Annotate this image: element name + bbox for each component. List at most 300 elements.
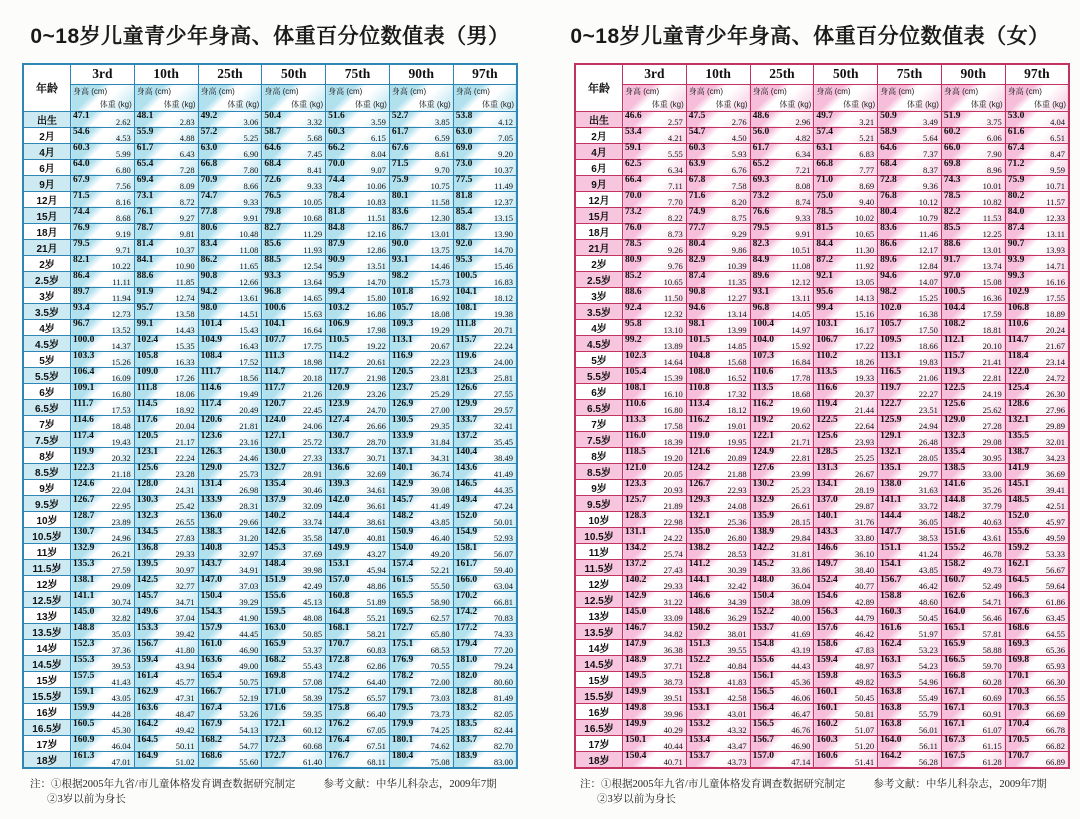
height-weight-cell <box>453 703 517 719</box>
height-weight-cell <box>262 511 326 527</box>
height-value: 123.7 <box>391 382 414 393</box>
height-weight-subheader <box>198 84 262 111</box>
height-value: 174.2 <box>328 670 350 681</box>
height-weight-cell <box>262 223 326 239</box>
weight-value: 5.64 <box>923 132 938 143</box>
table-row <box>23 591 517 607</box>
height-weight-subheader <box>71 84 135 111</box>
age-cell: 21月 <box>575 239 623 255</box>
height-weight-cell <box>389 591 453 607</box>
height-value: 135.4 <box>264 478 286 489</box>
weight-value: 50.81 <box>855 708 875 719</box>
weight-value: 15.08 <box>982 276 1002 287</box>
weight-value: 37.69 <box>303 548 323 559</box>
weight-value: 5.25 <box>243 132 259 143</box>
weight-value: 53.33 <box>1045 548 1065 559</box>
height-weight-cell <box>198 415 262 431</box>
height-weight-cell <box>262 191 326 207</box>
table-row <box>23 351 517 367</box>
weight-value: 11.35 <box>727 276 747 287</box>
height-weight-cell <box>326 271 390 287</box>
height-weight-cell <box>198 671 262 687</box>
height-value: 171.0 <box>264 686 286 697</box>
height-unit-label: 身高 (cm) <box>200 86 235 96</box>
weight-value: 9.33 <box>795 212 811 223</box>
height-value: 118.4 <box>1007 350 1029 361</box>
weight-value: 46.90 <box>239 644 259 655</box>
height-weight-cell <box>750 431 814 447</box>
weight-value: 46.40 <box>430 532 450 543</box>
height-value: 159.4 <box>816 654 838 665</box>
height-value: 163.8 <box>880 686 902 697</box>
age-cell: 2岁 <box>23 255 71 271</box>
height-value: 149.5 <box>625 670 647 681</box>
height-weight-cell <box>134 447 198 463</box>
weight-value: 55.43 <box>303 660 323 671</box>
weight-value: 14.43 <box>175 324 195 335</box>
height-value: 162.4 <box>880 638 902 649</box>
weight-value: 10.75 <box>430 180 450 191</box>
height-value: 82.7 <box>264 222 281 233</box>
percentile-header-3rd: 3rd <box>71 64 135 84</box>
height-value: 103.1 <box>816 318 838 329</box>
height-weight-cell <box>198 447 262 463</box>
weight-value: 20.89 <box>727 452 747 463</box>
height-value: 85.5 <box>943 222 961 233</box>
height-weight-subheader <box>134 84 198 111</box>
height-value: 84.9 <box>752 254 770 265</box>
height-value: 129.1 <box>880 430 902 441</box>
height-weight-cell <box>198 383 262 399</box>
height-weight-cell <box>453 159 517 175</box>
height-value: 163.5 <box>880 670 902 681</box>
weight-value: 42.49 <box>303 580 323 591</box>
height-weight-cell <box>1005 351 1069 367</box>
height-weight-cell <box>941 127 1005 143</box>
weight-value: 8.73 <box>667 228 683 239</box>
weight-value: 30.95 <box>982 452 1002 463</box>
height-weight-cell <box>326 431 390 447</box>
weight-value: 23.51 <box>918 404 938 415</box>
weight-value: 29.33 <box>663 580 683 591</box>
weight-value: 37.03 <box>239 580 259 591</box>
height-weight-cell <box>326 415 390 431</box>
height-weight-cell <box>878 607 942 623</box>
age-cell: 10.5岁 <box>575 527 623 543</box>
height-value: 120.5 <box>391 366 414 377</box>
height-value: 145.0 <box>625 606 647 617</box>
height-weight-cell <box>198 127 262 143</box>
height-weight-cell <box>198 479 262 495</box>
height-value: 161.7 <box>455 558 478 569</box>
height-weight-cell <box>878 543 942 559</box>
height-value: 171.6 <box>264 702 286 713</box>
height-value: 183.2 <box>455 702 478 713</box>
height-weight-cell <box>814 399 878 415</box>
weight-value: 77.20 <box>493 644 513 655</box>
height-value: 92.1 <box>816 270 833 281</box>
height-value: 99.2 <box>625 334 642 345</box>
height-weight-cell <box>1005 303 1069 319</box>
height-weight-cell <box>453 719 517 735</box>
percentile-header-10th: 10th <box>134 64 198 84</box>
height-value: 141.9 <box>1007 462 1030 473</box>
height-weight-cell <box>623 655 687 671</box>
height-weight-cell <box>134 303 198 319</box>
height-weight-cell <box>750 239 814 255</box>
weight-value: 40.29 <box>663 724 683 735</box>
weight-value: 20.62 <box>791 420 811 431</box>
weight-value: 4.12 <box>498 116 513 127</box>
height-weight-cell <box>814 255 878 271</box>
height-weight-cell <box>878 159 942 175</box>
height-value: 73.2 <box>752 190 770 201</box>
height-value: 74.9 <box>688 206 706 217</box>
height-unit-label: 身高 (cm) <box>816 86 851 96</box>
age-cell: 4月 <box>575 143 623 159</box>
age-cell: 7岁 <box>23 415 71 431</box>
height-value: 167.1 <box>943 702 966 713</box>
height-value: 131.4 <box>200 478 222 489</box>
height-weight-cell <box>198 735 262 751</box>
height-value: 108.1 <box>625 382 647 393</box>
weight-value: 29.09 <box>111 580 131 591</box>
weight-value: 61.15 <box>982 740 1002 751</box>
height-weight-cell <box>686 175 750 191</box>
height-weight-cell <box>623 223 687 239</box>
height-value: 88.5 <box>264 254 281 265</box>
height-weight-cell <box>71 511 135 527</box>
height-value: 176.4 <box>328 734 350 745</box>
age-cell: 3.5岁 <box>23 303 71 319</box>
weight-value: 13.10 <box>663 324 683 335</box>
height-value: 109.0 <box>136 366 159 377</box>
height-weight-cell <box>198 287 262 303</box>
height-weight-cell <box>878 591 942 607</box>
age-cell: 6月 <box>23 159 71 175</box>
weight-value: 4.53 <box>115 132 131 143</box>
height-value: 147.0 <box>328 526 350 537</box>
height-weight-cell <box>686 463 750 479</box>
weight-value: 11.49 <box>494 180 513 191</box>
table-row <box>575 383 1069 399</box>
height-value: 95.3 <box>455 254 473 265</box>
height-value: 148.4 <box>264 558 286 569</box>
height-weight-cell <box>326 239 390 255</box>
height-value: 94.2 <box>200 286 218 297</box>
height-weight-cell <box>814 511 878 527</box>
height-value: 86.2 <box>200 254 218 265</box>
height-weight-cell <box>814 367 878 383</box>
weight-value: 10.90 <box>175 260 195 271</box>
height-weight-cell <box>134 287 198 303</box>
height-weight-cell <box>878 687 942 703</box>
table-row <box>575 559 1069 575</box>
height-weight-subheader <box>389 84 453 111</box>
height-value: 122.5 <box>816 414 838 425</box>
height-value: 156.5 <box>752 686 774 697</box>
table-row <box>23 639 517 655</box>
height-value: 69.4 <box>136 174 154 185</box>
height-weight-cell <box>262 415 326 431</box>
height-value: 98.2 <box>880 286 897 297</box>
weight-value: 72.00 <box>430 676 450 687</box>
weight-value: 29.66 <box>239 516 259 527</box>
weight-value: 66.69 <box>1045 708 1065 719</box>
weight-value: 31.20 <box>239 532 259 543</box>
weight-value: 47.83 <box>855 644 875 655</box>
height-weight-cell <box>941 495 1005 511</box>
table-row <box>23 255 517 271</box>
weight-unit-label: 体重 (kg) <box>291 99 324 109</box>
weight-value: 16.38 <box>918 308 938 319</box>
height-value: 108.0 <box>688 366 711 377</box>
weight-value: 45.94 <box>366 564 386 575</box>
height-weight-cell <box>198 543 262 559</box>
height-value: 160.2 <box>816 718 838 729</box>
weight-value: 40.77 <box>855 580 875 591</box>
height-weight-cell <box>878 191 942 207</box>
height-weight-cell <box>814 463 878 479</box>
height-value: 116.6 <box>816 382 838 393</box>
height-weight-cell <box>878 463 942 479</box>
weight-value: 54.96 <box>918 676 938 687</box>
weight-value: 22.95 <box>111 500 131 511</box>
weight-value: 46.78 <box>982 548 1002 559</box>
height-weight-cell <box>686 431 750 447</box>
weight-value: 11.93 <box>303 244 323 255</box>
height-weight-cell <box>878 735 942 751</box>
table-row <box>23 367 517 383</box>
height-weight-cell <box>941 207 1005 223</box>
height-weight-cell <box>1005 479 1069 495</box>
weight-value: 20.37 <box>855 388 875 399</box>
height-weight-cell <box>623 287 687 303</box>
weight-value: 25.36 <box>727 516 747 527</box>
height-weight-cell <box>134 351 198 367</box>
height-value: 142.6 <box>264 526 286 537</box>
female-percentile-table <box>574 63 1070 769</box>
height-weight-cell <box>686 751 750 768</box>
weight-unit-label: 体重 (kg) <box>715 99 748 109</box>
height-value: 84.0 <box>1007 206 1025 217</box>
height-weight-cell <box>326 255 390 271</box>
weight-value: 31.22 <box>663 596 683 607</box>
height-weight-cell <box>389 655 453 671</box>
height-weight-cell <box>686 383 750 399</box>
weight-value: 15.63 <box>303 308 323 319</box>
height-value: 152.2 <box>688 654 711 665</box>
height-weight-cell <box>326 399 390 415</box>
weight-value: 21.44 <box>855 404 875 415</box>
height-value: 130.7 <box>328 430 350 441</box>
weight-value: 43.05 <box>111 692 131 703</box>
height-value: 52.7 <box>391 110 409 121</box>
height-value: 159.9 <box>73 702 95 713</box>
height-weight-cell <box>750 127 814 143</box>
age-cell: 8.5岁 <box>575 463 623 479</box>
height-weight-cell <box>814 575 878 591</box>
weight-value: 66.78 <box>1045 724 1065 735</box>
height-value: 69.8 <box>943 158 961 169</box>
height-weight-cell <box>262 703 326 719</box>
height-weight-cell <box>750 399 814 415</box>
weight-value: 7.58 <box>731 180 747 191</box>
height-weight-cell <box>1005 239 1069 255</box>
height-value: 169.5 <box>391 606 414 617</box>
height-value: 135.1 <box>880 462 902 473</box>
weight-value: 41.83 <box>727 676 747 687</box>
height-value: 142.9 <box>625 590 647 601</box>
height-value: 78.5 <box>625 238 642 249</box>
weight-value: 15.25 <box>918 292 938 303</box>
weight-value: 21.18 <box>111 468 131 479</box>
height-weight-cell <box>686 511 750 527</box>
height-weight-cell <box>71 159 135 175</box>
weight-value: 66.89 <box>1045 756 1065 767</box>
weight-value: 19.49 <box>239 388 259 399</box>
weight-value: 30.39 <box>727 564 747 575</box>
height-weight-cell <box>623 687 687 703</box>
height-value: 152.8 <box>688 670 711 681</box>
weight-value: 25.42 <box>175 500 195 511</box>
age-cell: 13岁 <box>575 607 623 623</box>
height-weight-cell <box>750 191 814 207</box>
weight-value: 55.50 <box>430 580 450 591</box>
height-weight-cell <box>814 191 878 207</box>
height-weight-cell <box>814 143 878 159</box>
height-value: 103.3 <box>73 350 95 361</box>
table-row <box>23 383 517 399</box>
height-weight-cell <box>198 607 262 623</box>
height-weight-cell <box>262 127 326 143</box>
age-cell: 6.5岁 <box>575 399 623 415</box>
height-weight-cell <box>878 255 942 271</box>
height-value: 166.0 <box>455 574 478 585</box>
height-weight-cell <box>453 479 517 495</box>
height-value: 119.4 <box>816 398 838 409</box>
weight-value: 56.01 <box>918 724 938 735</box>
weight-value: 24.94 <box>918 420 938 431</box>
female-footnotes <box>580 777 1080 807</box>
age-cell: 10.5岁 <box>23 527 71 543</box>
height-value: 161.5 <box>391 574 414 585</box>
height-value: 140.8 <box>200 542 222 553</box>
weight-value: 13.75 <box>430 244 450 255</box>
height-value: 109.5 <box>880 334 902 345</box>
height-weight-cell <box>878 623 942 639</box>
height-weight-cell <box>262 447 326 463</box>
weight-value: 21.98 <box>366 372 386 383</box>
weight-value: 31.84 <box>430 436 450 447</box>
height-weight-cell <box>453 191 517 207</box>
height-weight-cell <box>326 383 390 399</box>
age-cell: 17岁 <box>575 735 623 751</box>
height-value: 137.2 <box>625 558 647 569</box>
weight-value: 3.49 <box>923 116 938 127</box>
age-column-header: 年龄 <box>575 64 623 111</box>
weight-value: 62.86 <box>366 660 386 671</box>
height-weight-cell <box>623 175 687 191</box>
weight-value: 12.84 <box>918 260 938 271</box>
height-weight-subheader <box>453 84 517 111</box>
height-weight-cell <box>623 527 687 543</box>
note-reference: 参考文献：中华儿科杂志，2009年7期 <box>873 778 1047 790</box>
table-row <box>575 319 1069 335</box>
height-weight-cell <box>941 431 1005 447</box>
height-value: 143.6 <box>455 462 478 473</box>
height-value: 119.6 <box>455 350 477 361</box>
weight-value: 63.04 <box>493 580 513 591</box>
height-weight-cell <box>71 271 135 287</box>
height-weight-cell <box>941 447 1005 463</box>
weight-value: 36.10 <box>855 548 875 559</box>
height-value: 116.0 <box>625 430 646 441</box>
height-weight-cell <box>686 495 750 511</box>
weight-value: 51.20 <box>855 740 875 751</box>
height-weight-cell <box>453 735 517 751</box>
height-weight-cell <box>878 511 942 527</box>
weight-value: 66.81 <box>493 596 513 607</box>
height-weight-cell <box>1005 703 1069 719</box>
weight-value: 9.07 <box>371 164 386 175</box>
weight-value: 42.89 <box>855 596 875 607</box>
height-weight-cell <box>623 191 687 207</box>
height-value: 85.4 <box>455 206 473 217</box>
height-value: 113.1 <box>391 334 413 345</box>
height-value: 123.3 <box>625 478 647 489</box>
height-value: 58.7 <box>264 126 281 137</box>
height-value: 133.7 <box>328 446 350 457</box>
height-weight-cell <box>71 367 135 383</box>
height-weight-cell <box>453 255 517 271</box>
height-value: 138.9 <box>752 526 774 537</box>
age-cell: 10岁 <box>575 511 623 527</box>
height-weight-cell <box>1005 175 1069 191</box>
height-weight-cell <box>814 239 878 255</box>
weight-value: 7.45 <box>307 148 323 159</box>
height-weight-cell <box>686 719 750 735</box>
age-cell: 4.5岁 <box>575 335 623 351</box>
height-weight-cell <box>623 591 687 607</box>
height-value: 133.9 <box>200 494 222 505</box>
height-value: 178.2 <box>391 670 414 681</box>
height-weight-cell <box>1005 287 1069 303</box>
weight-value: 32.09 <box>303 500 323 511</box>
height-value: 117.4 <box>73 430 94 441</box>
age-cell: 8岁 <box>575 447 623 463</box>
height-value: 164.9 <box>136 750 159 761</box>
weight-value: 68.11 <box>367 756 386 767</box>
weight-value: 9.29 <box>731 228 747 239</box>
height-weight-cell <box>750 303 814 319</box>
height-weight-cell <box>453 751 517 768</box>
weight-value: 82.44 <box>493 724 513 735</box>
height-value: 116.5 <box>880 366 901 377</box>
age-cell: 2岁 <box>575 255 623 271</box>
height-weight-cell <box>878 639 942 655</box>
height-weight-cell <box>941 559 1005 575</box>
weight-value: 2.83 <box>179 116 195 127</box>
height-weight-cell <box>814 639 878 655</box>
height-weight-cell <box>389 623 453 639</box>
height-value: 128.5 <box>816 446 838 457</box>
weight-value: 14.70 <box>493 244 513 255</box>
height-value: 160.7 <box>943 574 966 585</box>
table-row <box>23 239 517 255</box>
height-weight-cell <box>198 303 262 319</box>
height-weight-cell <box>941 751 1005 768</box>
